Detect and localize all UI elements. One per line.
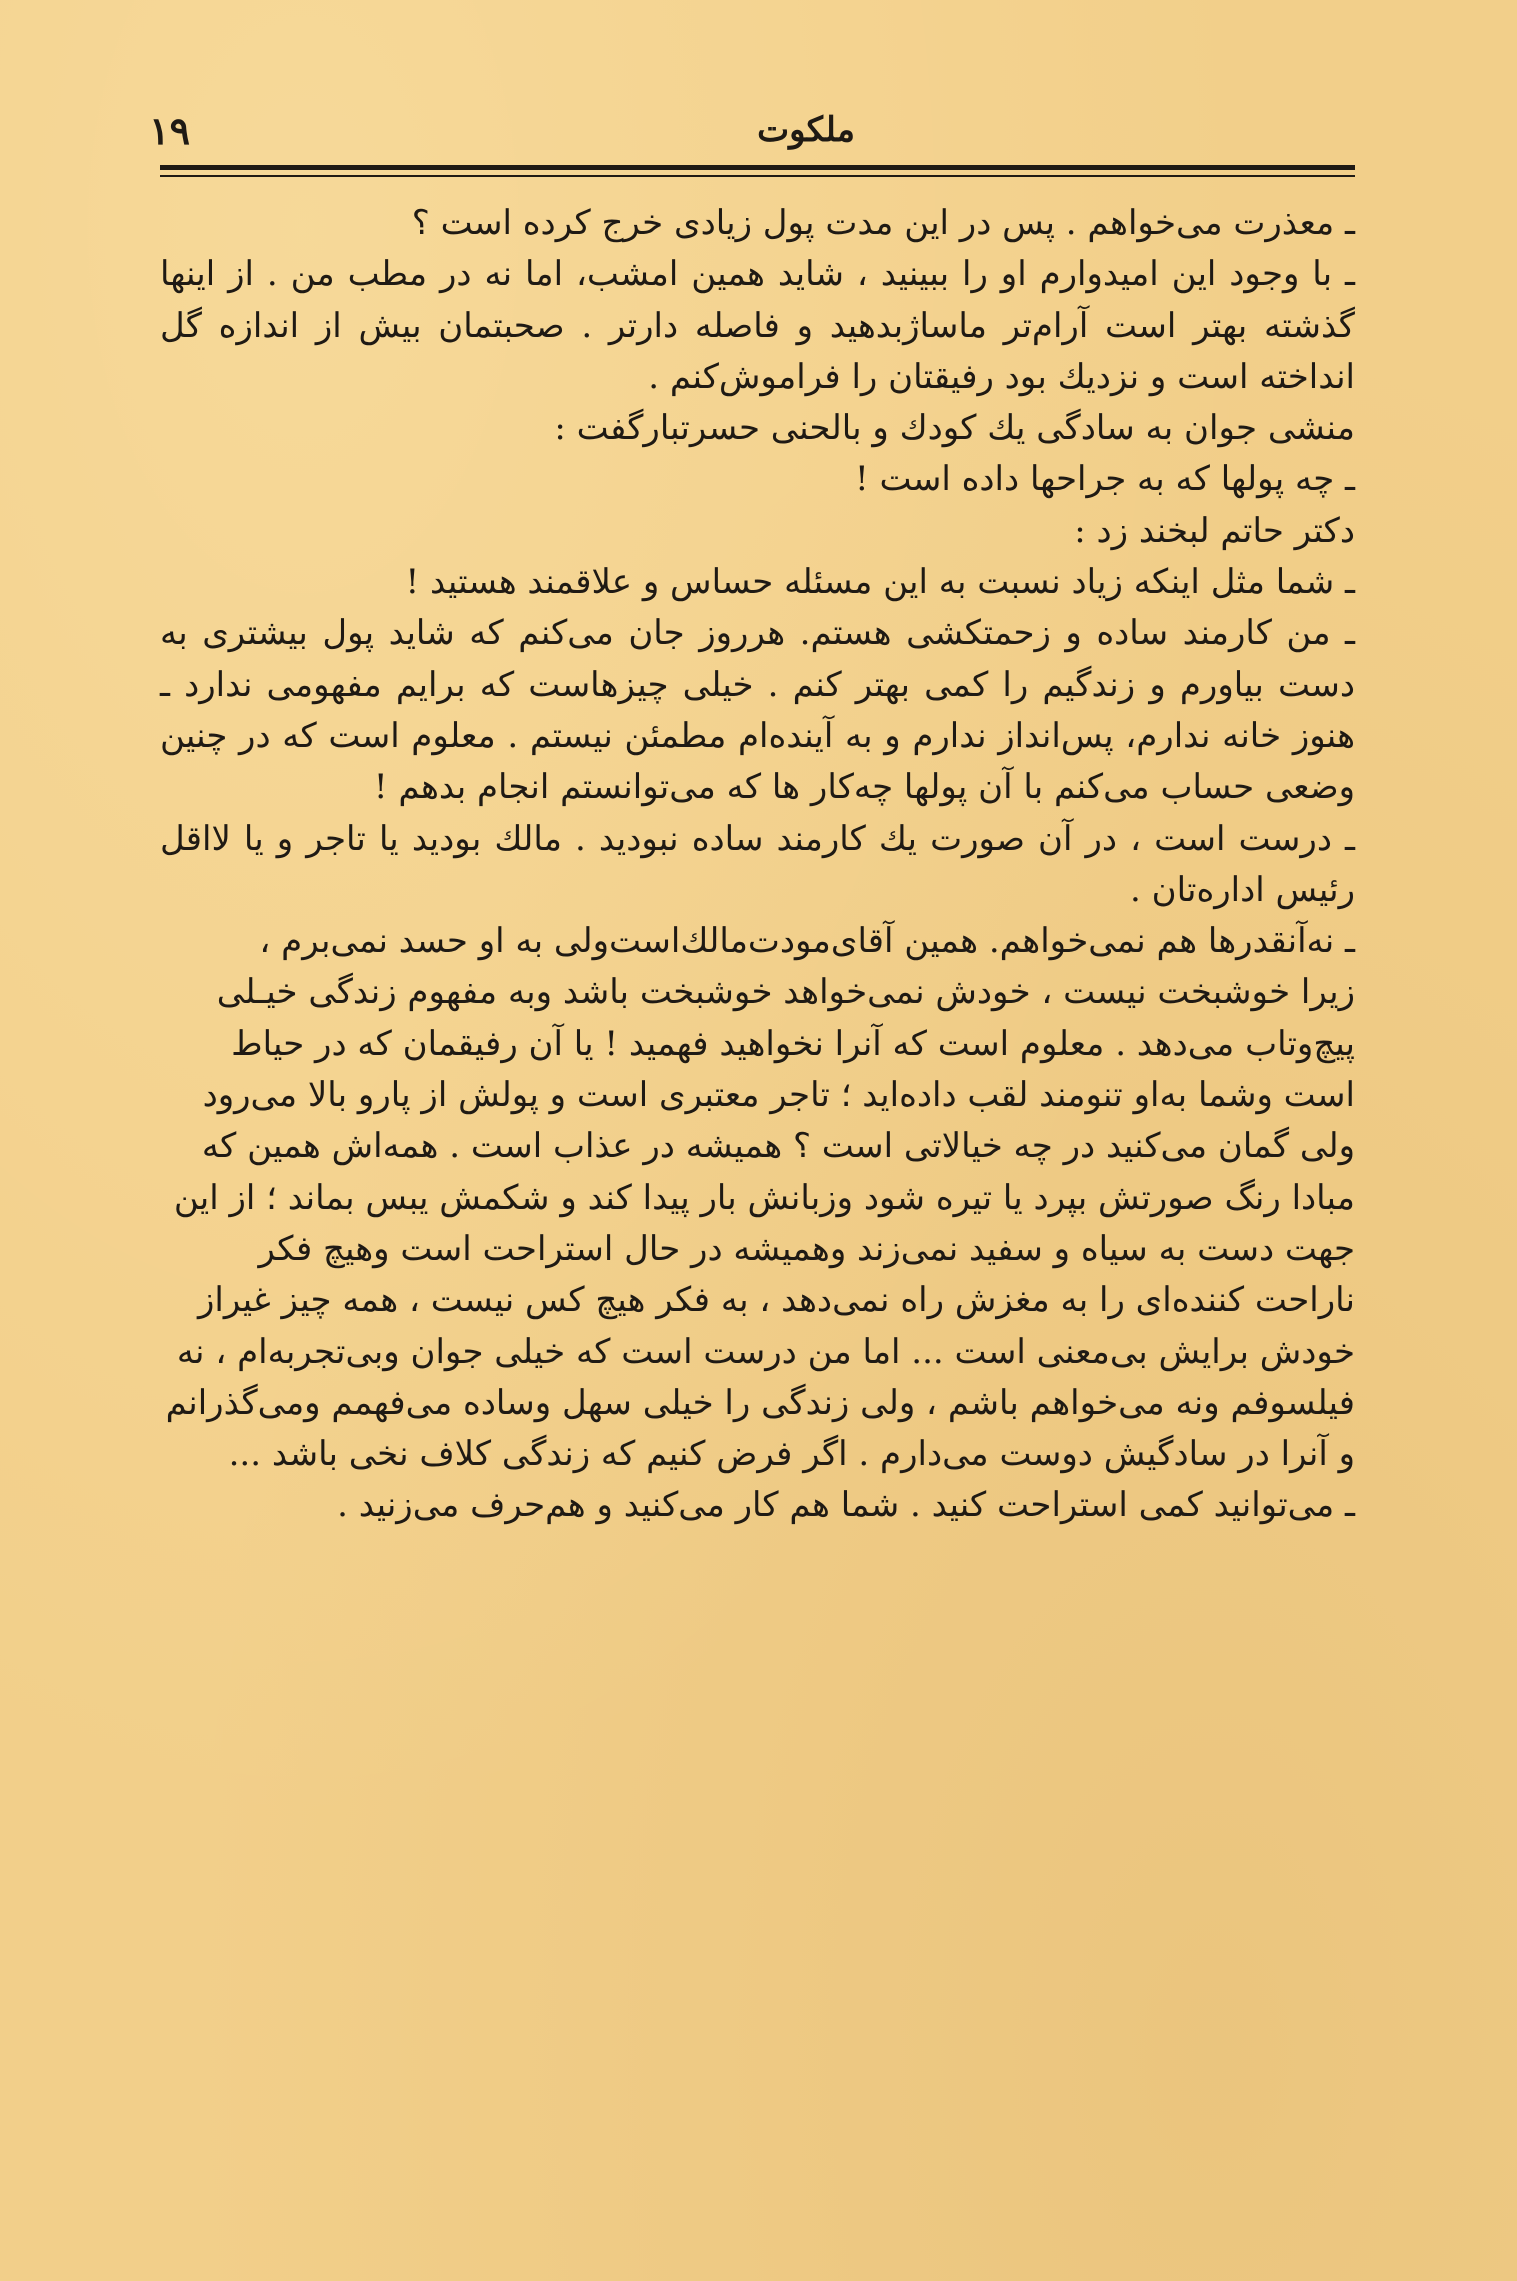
paragraph: ـ من کارمند ساده و زحمتکشی هستم. هرروز جان می‌کنم که شاید پول بیشتری به دست بیاورم و زندگیم را کمی بهتر کنم . خیلی چیزهاست که برایم مفهومی ندارد ـ هنوز خانه ندارم، پس‌انداز ندارم و به آینده‌ام مطمئن نیستم . معلوم است که در چنین وضعی حساب می‌کنم با آن پولها چه‌کار ها که می‌توانستم انجام بدهم ! [160, 613, 1355, 808]
page-number: ۱۹ [149, 108, 190, 153]
paragraph: منشی جوان به سادگی یك کودك و بالحنی حسرتبارگفت : [554, 408, 1355, 449]
paragraph: دکتر حاتم لبخند زد : [1074, 510, 1355, 551]
paragraph: زیرا خوشبخت نیست ، خودش نمی‌خواهد خوشبخت باشد وبه مفهوم زندگی خیـلی پیچ‌وتاب می‌دهد . معلوم است که آنرا نخواهید فهمید ! یا آن رفیقمان که در حیاط است وشما به‌او تنومند لقب داده‌اید ؛ تاجر معتبری است و پولش از پارو بالا می‌رود ولی گمان می‌کنید در چه خیالاتی است ؟ همیشه در عذاب است . همه‌اش همین که مبادا رنگ صورتش بپرد یا تیره شود وزبانش بار پیدا کند و شکمش یبس بماند ؛ از این جهت دست به سیاه و سفید نمی‌زند وهمیشه در حال استراحت است وهیچ فکر ناراحت کننده‌ای را به مغزش راه نمی‌دهد ، به فکر هیچ کس نیست ، همه چیز غیراز خودش برایش بی‌معنی است ... اما من درست است که خیلی جوان وبی‌تجربه‌ام ، نه فیلسوفم ونه می‌خواهم باشم ، ولی زندگی را خیلی سهل وساده می‌فهمم ومی‌گذرانم و آنرا در سادگیش دوست می‌دارم . اگر فرض کنیم که زندگی کلاف نخی باشد ... [165, 972, 1355, 1475]
body-text [160, 198, 1355, 2148]
paragraph: ـ چه پولها که به جراحها داده است ! [855, 459, 1355, 500]
paragraph: ـ معذرت می‌خواهم . پس در این مدت پول زیادی خرج کرده است ؟ [411, 203, 1355, 243]
header-rule-thin [160, 175, 1355, 177]
paragraph: ـ نه‌آنقدرها هم نمی‌خواهم. همین آقای‌مودت‌مالك‌است‌ولی به او حسد نمی‌برم ، [259, 921, 1355, 962]
paragraph: ـ می‌توانید کمی استراحت کنید . شما هم کار می‌کنید و هم‌حرف می‌زنید . [337, 1485, 1355, 1526]
paragraph: ـ درست است ، در آن صورت یك کارمند ساده نبودید . مالك بودید یا تاجر و یا لااقل رئیس اداره‌تان . [160, 818, 1355, 910]
page-header [149, 100, 1355, 160]
running-title: ملکوت [757, 110, 855, 150]
paragraph: ـ با وجود این امیدوارم او را ببینید ، شاید همین امشب، اما نه در مطب من . از اینها گذشته بهتر است آرام‌تر ماساژبدهید و فاصله دارتر . صحبتمان بیش از اندازه گل انداخته است و نزدیك بود رفیقتان را فراموش‌کنم . [160, 254, 1355, 397]
header-rule-thick [160, 165, 1355, 170]
paragraph: ـ شما مثل اینکه زیاد نسبت به این مسئله حساس و علاقمند هستید ! [405, 562, 1355, 603]
